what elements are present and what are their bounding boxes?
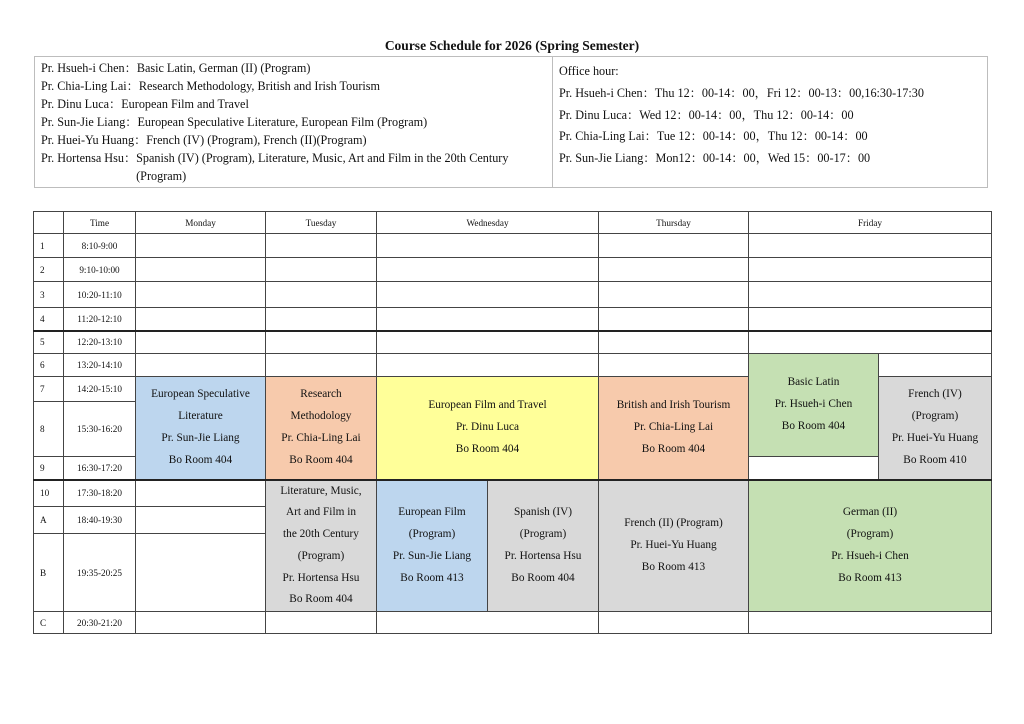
instructor-row: Pr. Chia-Ling Lai ： Research Methodology, British and Irish Tourism bbox=[41, 77, 552, 95]
page-title: Course Schedule for 2026 (Spring Semester) bbox=[384, 38, 640, 53]
period-number: 10 bbox=[34, 480, 64, 507]
table-row bbox=[34, 354, 992, 377]
header-thursday: Thursday bbox=[599, 212, 749, 234]
period-time: 19:35-20:25 bbox=[64, 533, 136, 611]
table-row bbox=[34, 331, 992, 354]
period-time: 15:30-16:20 bbox=[64, 402, 136, 457]
instructor-row: Pr. Hsueh-i Chen ： Basic Latin, German (II) (Program) bbox=[41, 59, 552, 77]
office-hour-entry: Pr. Chia-Ling Lai：Tue 12：00-14：00，Thu 12：00-14：00 bbox=[559, 129, 868, 144]
period-number: 7 bbox=[34, 377, 64, 402]
class-research-methodology: Research Methodology Pr. Chia-Ling Lai Bo Room 404 bbox=[266, 377, 377, 480]
period-number: C bbox=[34, 612, 64, 634]
instructor-row: Pr. Huei-Yu Huang ： French (IV) (Program), French (II)(Program) bbox=[41, 131, 552, 149]
period-number: 3 bbox=[34, 282, 64, 308]
period-time: 20:30-21:20 bbox=[64, 612, 136, 634]
period-time: 18:40-19:30 bbox=[64, 507, 136, 533]
table-row bbox=[34, 480, 992, 507]
office-hour-entry: Pr. Sun-Jie Liang：Mon12：00-14：00，Wed 15：00-17：00 bbox=[559, 151, 871, 166]
instructor-name: Pr. Hortensa Hsu bbox=[41, 151, 124, 165]
period-number: 1 bbox=[34, 234, 64, 258]
table-row bbox=[34, 234, 992, 258]
class-european-speculative-literature: European Speculative Literature Pr. Sun-Jie Liang Bo Room 404 bbox=[136, 377, 266, 480]
instructor-name: Pr. Dinu Luca bbox=[41, 97, 110, 111]
period-number: 9 bbox=[34, 457, 64, 480]
class-literature-music-art-film: Literature, Music, Art and Film in the 20th Century (Program) Pr. Hortensa Hsu Bo Room 404 bbox=[266, 480, 377, 612]
period-number: 6 bbox=[34, 354, 64, 377]
class-european-film-and-travel: European Film and Travel Pr. Dinu Luca Bo Room 404 bbox=[377, 377, 599, 480]
class-basic-latin: Basic Latin Pr. Hsueh-i Chen Bo Room 404 bbox=[749, 354, 879, 457]
header-wednesday: Wednesday bbox=[377, 212, 599, 234]
table-row bbox=[34, 612, 992, 634]
class-british-irish-tourism: British and Irish Tourism Pr. Chia-Ling Lai Bo Room 404 bbox=[599, 377, 749, 480]
header-row bbox=[34, 212, 992, 234]
instructor-courses: French (IV) (Program), French (II)(Program) bbox=[146, 133, 367, 147]
instructor-list bbox=[35, 57, 553, 187]
header-cell bbox=[34, 212, 64, 234]
instructor-row: Pr. Sun-Jie Liang ： European Speculative Literature, European Film (Program) bbox=[41, 113, 552, 131]
period-time: 9:10-10:00 bbox=[64, 258, 136, 282]
instructor-courses: European Film and Travel bbox=[121, 97, 249, 111]
class-european-film: European Film (Program) Pr. Sun-Jie Liang Bo Room 413 bbox=[377, 480, 488, 612]
instructor-name: Pr. Hsueh-i Chen bbox=[41, 61, 125, 75]
instructor-courses: Research Methodology, British and Irish Tourism bbox=[138, 79, 380, 93]
class-german-ii: German (II) (Program) Pr. Hsueh-i Chen Bo Room 413 bbox=[749, 480, 992, 612]
period-number: 5 bbox=[34, 331, 64, 354]
period-number: 2 bbox=[34, 258, 64, 282]
office-hours bbox=[553, 57, 987, 191]
instructor-courses: Spanish (IV) (Program), Literature, Music, Art and Film in the 20th Century (Program) bbox=[136, 151, 509, 183]
header-time: Time bbox=[64, 212, 136, 234]
period-time: 14:20-15:10 bbox=[64, 377, 136, 402]
period-number: 8 bbox=[34, 402, 64, 457]
table-row bbox=[34, 308, 992, 331]
period-time: 10:20-11:10 bbox=[64, 282, 136, 308]
instructor-name: Pr. Huei-Yu Huang bbox=[41, 133, 135, 147]
instructor-name: Pr. Sun-Jie Liang bbox=[41, 115, 126, 129]
office-hour-entry: Pr. Dinu Luca：Wed 12：00-14：00，Thu 12：00-14：00 bbox=[559, 107, 854, 122]
header-tuesday: Tuesday bbox=[266, 212, 377, 234]
table-row bbox=[34, 258, 992, 282]
class-french-ii: French (II) (Program) Pr. Huei-Yu Huang Bo Room 413 bbox=[599, 480, 749, 612]
instructor-name: Pr. Chia-Ling Lai bbox=[41, 79, 127, 93]
instructor-courses: Basic Latin, German (II) (Program) bbox=[136, 61, 311, 75]
instructor-row: Pr. Hortensa Hsu ： Spanish (IV) (Program), Literature, Music, Art and Film in the 20th Century (Program) bbox=[41, 149, 552, 185]
instructor-row: Pr. Dinu Luca ： European Film and Travel bbox=[41, 95, 552, 113]
class-french-iv: French (IV) (Program) Pr. Huei-Yu Huang Bo Room 410 bbox=[879, 377, 992, 480]
office-hour-entry: Pr. Hsueh-i Chen：Thu 12：00-14：00，Fri 12：00-13：00,16:30-17:30 bbox=[559, 85, 924, 100]
schedule-table bbox=[33, 211, 992, 634]
period-number: B bbox=[34, 533, 64, 611]
header-friday: Friday bbox=[749, 212, 992, 234]
period-time: 16:30-17:20 bbox=[64, 457, 136, 480]
period-time: 11:20-12:10 bbox=[64, 308, 136, 331]
period-time: 12:20-13:10 bbox=[64, 331, 136, 354]
period-time: 17:30-18:20 bbox=[64, 480, 136, 507]
office-hours-header: Office hour: bbox=[559, 64, 619, 78]
class-spanish-iv: Spanish (IV) (Program) Pr. Hortensa Hsu Bo Room 404 bbox=[488, 480, 599, 612]
period-number: 4 bbox=[34, 308, 64, 331]
header-monday: Monday bbox=[136, 212, 266, 234]
period-time: 13:20-14:10 bbox=[64, 354, 136, 377]
instructor-courses: European Speculative Literature, European Film (Program) bbox=[137, 115, 428, 129]
period-number: A bbox=[34, 507, 64, 533]
table-row bbox=[34, 282, 992, 308]
period-time: 8:10-9:00 bbox=[64, 234, 136, 258]
instructor-info-box bbox=[34, 56, 988, 188]
